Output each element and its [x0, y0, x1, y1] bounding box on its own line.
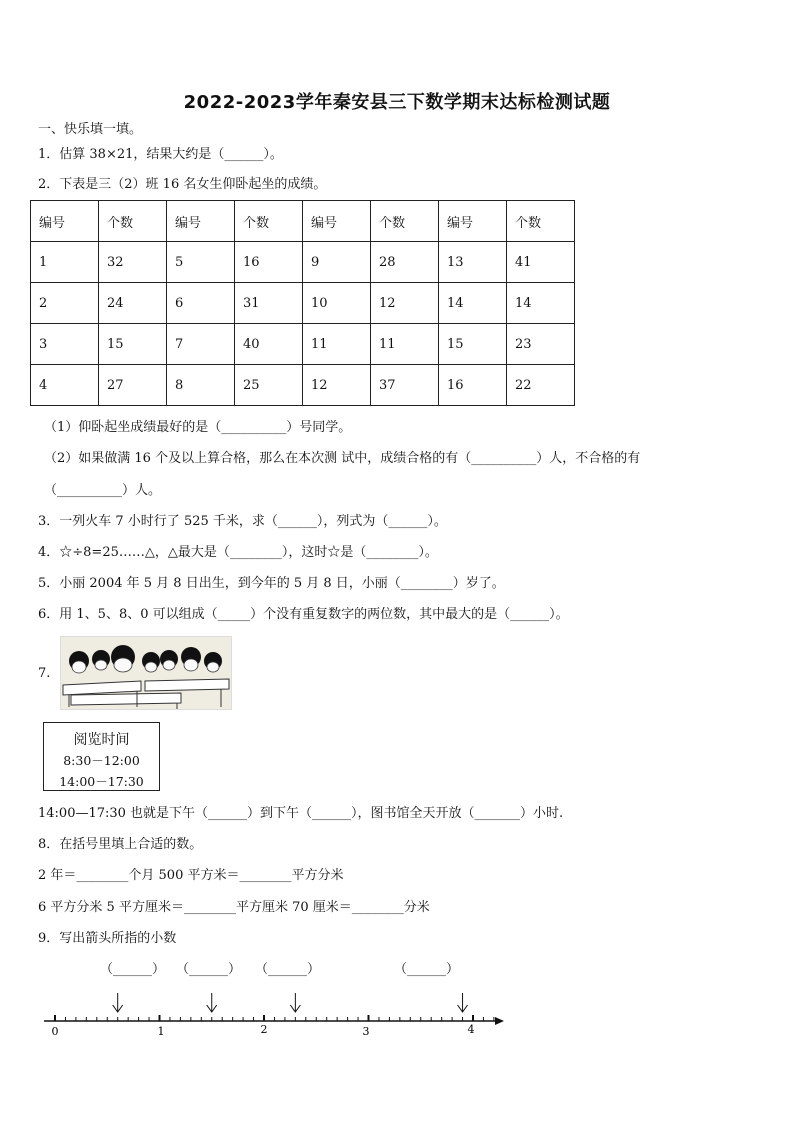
table-cell: 10: [303, 283, 371, 324]
score-table: [30, 200, 575, 406]
table-row: [31, 242, 575, 283]
question-1: 1．估算 38×21，结果大约是（______）。: [38, 147, 283, 162]
down-arrow-icon: [113, 993, 123, 1012]
table-cell: 14: [439, 283, 507, 324]
answer-blank-2: （______）: [176, 962, 242, 977]
number-line: [0, 985, 794, 1045]
table-cell: 13: [439, 242, 507, 283]
tick-label-3: 3: [362, 1025, 370, 1038]
table-cell: 15: [99, 324, 167, 365]
table-header-cell: 编号: [167, 201, 235, 242]
table-header-cell: 个数: [371, 201, 439, 242]
question-4: 4．☆÷8=25……△，△最大是（________），这时☆是（________）。: [38, 545, 438, 560]
table-cell: 6: [167, 283, 235, 324]
answer-blank-1: （______）: [100, 962, 166, 977]
table-cell: 11: [371, 324, 439, 365]
tick-label-4: 4: [467, 1023, 475, 1036]
down-arrow-icon: [290, 993, 300, 1012]
question-5: 5．小丽 2004 年 5 月 8 日出生，到今年的 5 月 8 日，小丽（________）岁了。: [38, 576, 505, 591]
reading-hours-box: [43, 722, 160, 791]
tick-label-2: 2: [260, 1023, 268, 1036]
table-header-cell: 编号: [31, 201, 99, 242]
table-header-cell: 编号: [303, 201, 371, 242]
down-arrow-icon: [207, 993, 217, 1012]
table-row: [31, 283, 575, 324]
page-title: 2022-2023学年秦安县三下数学期末达标检测试题: [183, 92, 611, 113]
table-cell: 27: [99, 365, 167, 406]
table-cell: 7: [167, 324, 235, 365]
question-9: 9．写出箭头所指的小数: [38, 931, 177, 946]
table-cell: 41: [507, 242, 575, 283]
question-2-part-2-continued: （__________）人。: [44, 483, 162, 498]
question-2-part-1: （1）仰卧起坐成绩最好的是（__________）号同学。: [44, 420, 352, 435]
table-cell: 5: [167, 242, 235, 283]
reading-hours-morning: 8:30－12:00: [63, 753, 140, 768]
question-3: 3．一列火车 7 小时行了 525 千米，求（______），列式为（______）。: [38, 514, 447, 529]
table-cell: 2: [31, 283, 99, 324]
reading-hours-afternoon: 14:00－17:30: [59, 774, 144, 789]
table-cell: 12: [303, 365, 371, 406]
question-2-part-2: （2）如果做满 16 个及以上算合格，那么在本次测 试中，成绩合格的有（__________）人，不合格的有: [44, 451, 641, 466]
table-cell: 40: [235, 324, 303, 365]
table-cell: 16: [235, 242, 303, 283]
table-cell: 15: [439, 324, 507, 365]
section-heading: 一、快乐填一填。: [38, 122, 143, 137]
question-8-line-2: 6 平方分米 5 平方厘米＝________平方厘米 70 厘米＝________分米: [38, 900, 430, 915]
answer-blank-3: （______）: [255, 962, 321, 977]
question-7: 14:00—17:30 也就是下午（______）到下午（______），图书馆全天开放（_______）小时.: [38, 806, 564, 821]
question-8-line-1: 2 年＝________个月 500 平方米＝________平方分米: [38, 868, 344, 883]
question-8: 8．在括号里填上合适的数。: [38, 837, 203, 852]
students-reading-illustration: [60, 636, 232, 710]
reading-hours-title: 阅览时间: [73, 732, 130, 748]
table-cell: 14: [507, 283, 575, 324]
table-cell: 22: [507, 365, 575, 406]
table-cell: 16: [439, 365, 507, 406]
question-7-number: 7.: [38, 666, 51, 681]
question-6: 6．用 1、5、8、0 可以组成（_____）个没有重复数字的两位数，其中最大的是（______）。: [38, 607, 569, 622]
table-cell: 12: [371, 283, 439, 324]
table-header-cell: 个数: [99, 201, 167, 242]
number-line-arrowhead: [495, 1017, 504, 1025]
table-cell: 28: [371, 242, 439, 283]
table-header-cell: 编号: [439, 201, 507, 242]
table-cell: 23: [507, 324, 575, 365]
table-cell: 3: [31, 324, 99, 365]
answer-blank-4: （______）: [394, 962, 460, 977]
table-cell: 32: [99, 242, 167, 283]
tick-label-0: 0: [51, 1025, 59, 1038]
table-cell: 24: [99, 283, 167, 324]
table-cell: 31: [235, 283, 303, 324]
table-cell: 37: [371, 365, 439, 406]
table-row: [31, 365, 575, 406]
students-reading-drawing: [61, 637, 231, 709]
table-header-row: [31, 201, 575, 242]
table-cell: 1: [31, 242, 99, 283]
table-row: [31, 324, 575, 365]
question-2: 2．下表是三（2）班 16 名女生仰卧起坐的成绩。: [38, 177, 327, 192]
table-header-cell: 个数: [235, 201, 303, 242]
table-header-cell: 个数: [507, 201, 575, 242]
table-cell: 9: [303, 242, 371, 283]
table-cell: 11: [303, 324, 371, 365]
table-cell: 8: [167, 365, 235, 406]
table-cell: 4: [31, 365, 99, 406]
table-cell: 25: [235, 365, 303, 406]
down-arrow-icon: [458, 993, 468, 1012]
tick-label-1: 1: [157, 1025, 165, 1038]
